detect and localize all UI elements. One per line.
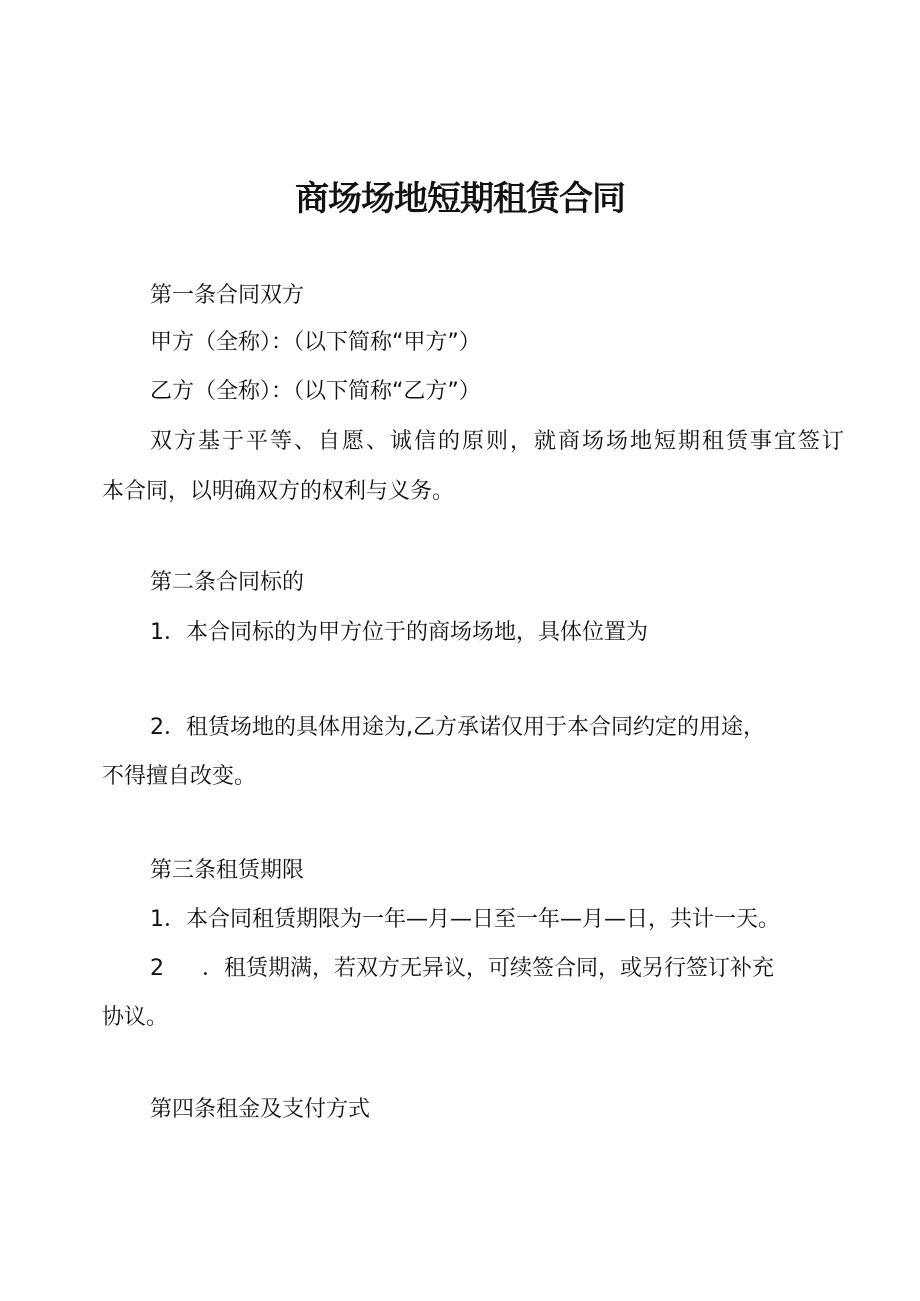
intro-paragraph-line-1: 双方基于平等、自愿、诚信的原则，就商场场地短期租赁事宜签订 <box>150 429 847 454</box>
article-2-item-2-line-2: 不得擅自改变。 <box>102 764 257 789</box>
document-title: 商场场地短期租赁合同 <box>295 179 625 219</box>
article-3-heading: 第三条租赁期限 <box>150 858 305 883</box>
article-2-item-1: 1．本合同标的为甲方位于的商场场地，具体位置为 <box>150 620 648 645</box>
article-4-heading: 第四条租金及支付方式 <box>150 1097 371 1122</box>
article-2-item-2-line-1: 2．租赁场地的具体用途为,乙方承诺仅用于本合同约定的用途， <box>150 715 765 740</box>
article-3-item-2-text: ．租赁期满，若双方无异议，可续签合同，或另行签订补充 <box>202 956 775 981</box>
intro-paragraph-line-2: 本合同，以明确双方的权利与义务。 <box>102 479 455 504</box>
party-a-line: 甲方（全称）：（以下简称“甲方”） <box>150 330 481 355</box>
article-3-item-2-line-1 <box>150 953 774 985</box>
article-3-item-2-line-2: 协议。 <box>102 1005 169 1030</box>
party-b-line: 乙方（全称）：（以下简称“乙方”） <box>150 379 481 404</box>
article-2-heading: 第二条合同标的 <box>150 570 305 595</box>
article-3-item-2-number: 2 <box>150 956 164 981</box>
article-1-heading: 第一条合同双方 <box>150 283 305 308</box>
article-3-item-1: 1．本合同租赁期限为一年—月—日至一年—月—日，共计一天。 <box>150 907 780 932</box>
